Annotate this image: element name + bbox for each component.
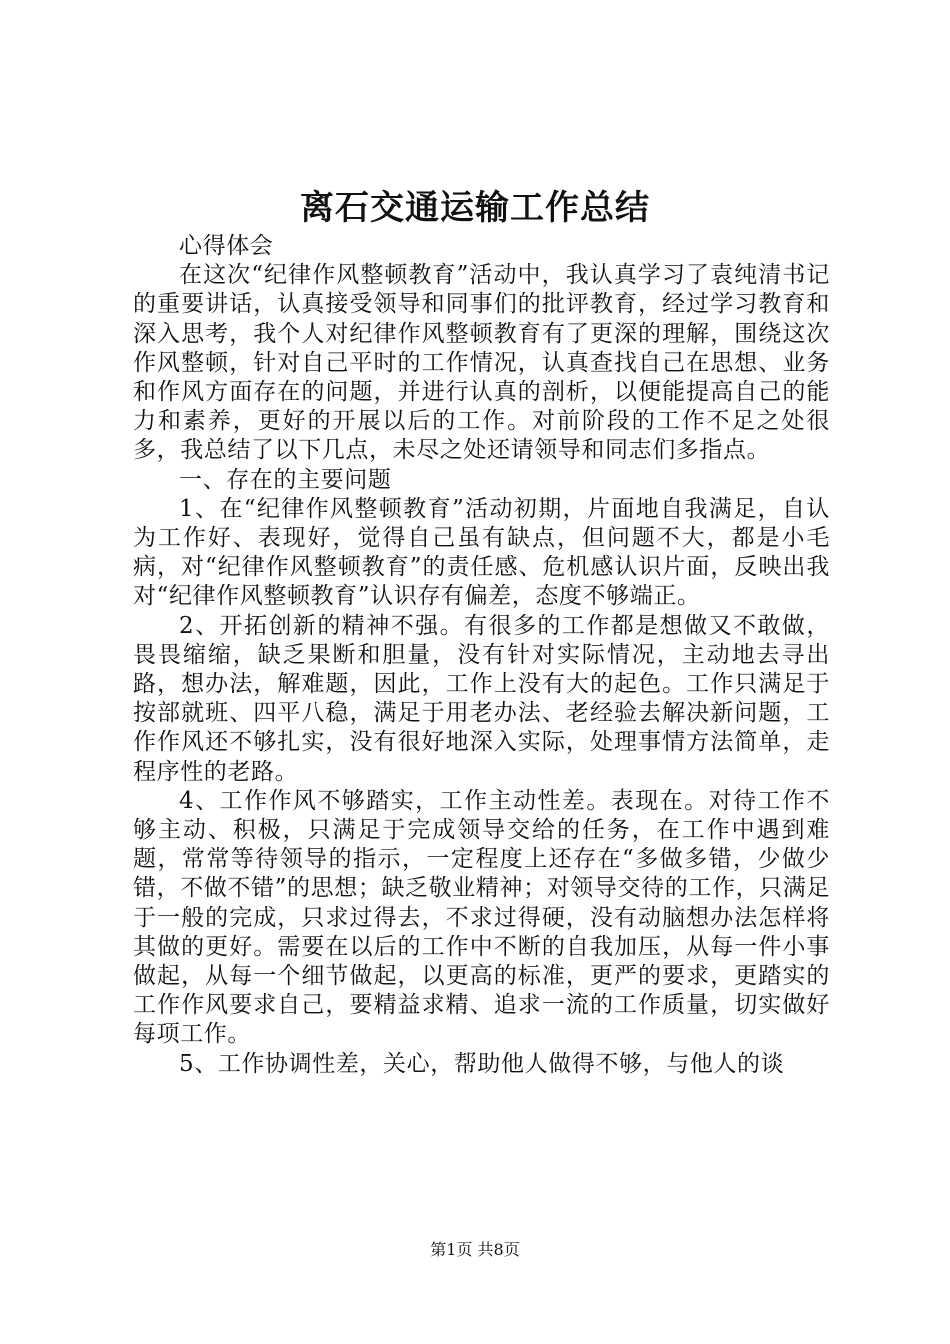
- paragraph-intro: 在这次“纪律作风整顿教育”活动中，我认真学习了袁纯清书记的重要讲话，认真接受领导和同事们的批评教育，经过学习教育和深入思考，我个人对纪律作风整顿教育有了更深的理解，围绕这次作风整顿，针对自己平时的工作情况，认真查找自己在思想、业务和作风方面存在的问题，并进行认真的剖析，以便能提高自己的能力和素养，更好的开展以后的工作。对前阶段的工作不足之处很多，我总结了以下几点，未尽之处还请领导和同志们多指点。: [133, 262, 830, 464]
- section-label: 心得体会: [179, 233, 274, 259]
- document-title: 离石交通运输工作总结: [300, 188, 650, 228]
- section-heading: 一、存在的主要问题: [179, 466, 392, 493]
- page-footer: 第1页 共8页: [430, 1240, 520, 1259]
- document-body: [133, 232, 830, 1079]
- paragraph-item-4: 4、工作作风不够踏实，工作主动性差。表现在。对待工作不够主动、积极，只满足于完成领导交给的任务，在工作中遇到难题，常常等待领导的指示，一定程度上还存在“多做多错，少做少错，不做不错”的思想；缺乏敬业精神；对领导交待的工作，只满足于一般的完成，只求过得去，不求过得硬，没有动脑想办法怎样将其做的更好。需要在以后的工作中不断的自我加压，从每一件小事做起，从每一个细节做起，以更高的标准，更严的要求，更踏实的工作作风要求自己，要精益求精、追求一流的工作质量，切实做好每项工作。: [133, 787, 830, 1048]
- paragraph-item-5: 5、工作协调性差，关心，帮助他人做得不够，与他人的谈: [179, 1050, 785, 1077]
- paragraph-item-2: 2、开拓创新的精神不强。有很多的工作都是想做又不敢做，畏畏缩缩，缺乏果断和胆量，没有针对实际情况，主动地去寻出路，想办法，解难题，因此，工作上没有大的起色。工作只满足于按部就班、四平八稳，满足于用老办法、老经验去解决新问题，工作作风还不够扎实，没有很好地深入实际，处理事情方法简单，走程序性的老路。: [133, 612, 830, 785]
- paragraph-item-1: 1、在“纪律作风整顿教育”活动初期，片面地自我满足，自认为工作好、表现好，觉得自己虽有缺点，但问题不大，都是小毛病，对“纪律作风整顿教育”的责任感、危机感认识片面，反映出我对“纪律作风整顿教育”认识存有偏差，态度不够端正。: [133, 495, 830, 610]
